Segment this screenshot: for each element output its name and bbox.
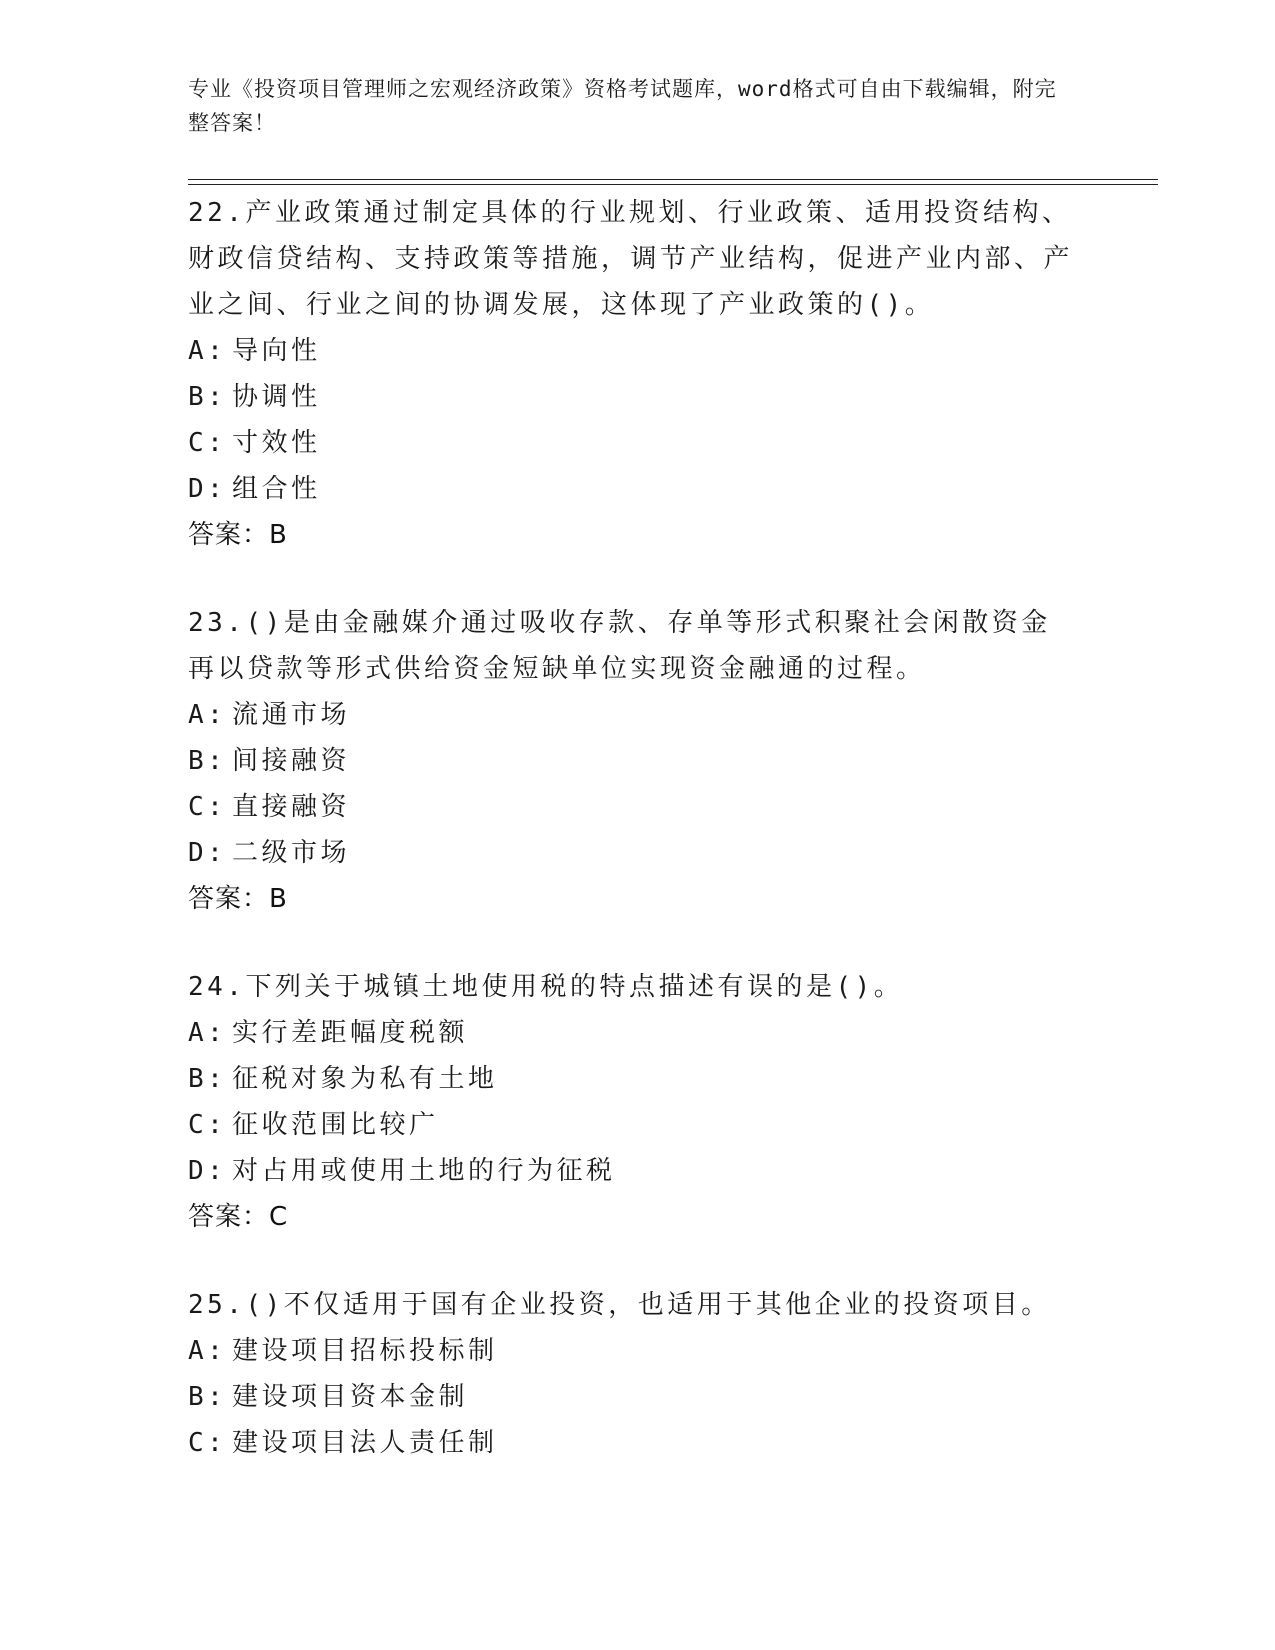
option-letter: C: xyxy=(188,1110,227,1140)
option-text: 对占用或使用土地的行为征税 xyxy=(232,1156,616,1186)
option-d xyxy=(188,830,1088,876)
option-text: 组合性 xyxy=(232,474,321,504)
option-letter: C: xyxy=(188,792,227,822)
question-23 xyxy=(188,600,1088,922)
option-b xyxy=(188,374,1088,420)
question-stem: 25.()不仅适用于国有企业投资，也适用于其他企业的投资项目。 xyxy=(188,1290,1051,1320)
option-b xyxy=(188,1056,1088,1102)
question-stem: 24.下列关于城镇土地使用税的特点描述有误的是()。 xyxy=(188,972,904,1002)
option-letter: B: xyxy=(188,1382,227,1412)
question-list xyxy=(188,190,1088,1508)
option-letter: D: xyxy=(188,1156,227,1186)
option-c xyxy=(188,784,1088,830)
option-text: 建设项目资本金制 xyxy=(232,1382,469,1412)
question-25 xyxy=(188,1282,1088,1466)
option-c xyxy=(188,1420,1088,1466)
document-header xyxy=(188,72,1088,140)
header-text: 专业《投资项目管理师之宏观经济政策》资格考试题库，word格式可自由下载编辑，附完整答案！ xyxy=(188,77,1057,135)
option-letter: B: xyxy=(188,746,227,776)
option-text: 建设项目招标投标制 xyxy=(232,1336,498,1366)
option-letter: C: xyxy=(188,428,227,458)
answer-line: 答案：C xyxy=(188,1202,289,1232)
option-text: 直接融资 xyxy=(232,792,351,822)
option-b xyxy=(188,1374,1088,1420)
option-c xyxy=(188,420,1088,466)
header-divider-top xyxy=(188,179,1158,180)
option-text: 流通市场 xyxy=(232,700,351,730)
question-24 xyxy=(188,964,1088,1240)
option-letter: D: xyxy=(188,838,227,868)
option-letter: B: xyxy=(188,382,227,412)
option-a xyxy=(188,1328,1088,1374)
option-letter: A: xyxy=(188,336,227,366)
option-d xyxy=(188,1148,1088,1194)
option-letter: A: xyxy=(188,1336,227,1366)
option-d xyxy=(188,466,1088,512)
option-a xyxy=(188,328,1088,374)
option-text: 二级市场 xyxy=(232,838,351,868)
option-a xyxy=(188,1010,1088,1056)
option-letter: B: xyxy=(188,1064,227,1094)
option-letter: A: xyxy=(188,1018,227,1048)
option-text: 协调性 xyxy=(232,382,321,412)
header-divider-bottom xyxy=(188,184,1158,185)
option-text: 间接融资 xyxy=(232,746,351,776)
option-text: 征税对象为私有土地 xyxy=(232,1064,498,1094)
option-b xyxy=(188,738,1088,784)
option-letter: D: xyxy=(188,474,227,504)
answer-line: 答案：B xyxy=(188,884,288,914)
option-a xyxy=(188,692,1088,738)
option-text: 建设项目法人责任制 xyxy=(232,1428,498,1458)
answer-line: 答案：B xyxy=(188,520,288,550)
question-stem: 23.()是由金融媒介通过吸收存款、存单等形式积聚社会闲散资金再以贷款等形式供给资金短缺单位实现资金融通的过程。 xyxy=(188,608,1051,684)
option-text: 寸效性 xyxy=(232,428,321,458)
option-letter: A: xyxy=(188,700,227,730)
option-letter: C: xyxy=(188,1428,227,1458)
option-c xyxy=(188,1102,1088,1148)
option-text: 导向性 xyxy=(232,336,321,366)
option-text: 征收范围比较广 xyxy=(232,1110,439,1140)
question-22 xyxy=(188,190,1088,558)
option-text: 实行差距幅度税额 xyxy=(232,1018,469,1048)
question-stem: 22.产业政策通过制定具体的行业规划、行业政策、适用投资结构、财政信贷结构、支持政策等措施，调节产业结构，促进产业内部、产业之间、行业之间的协调发展，这体现了产业政策的()。 xyxy=(188,198,1074,320)
